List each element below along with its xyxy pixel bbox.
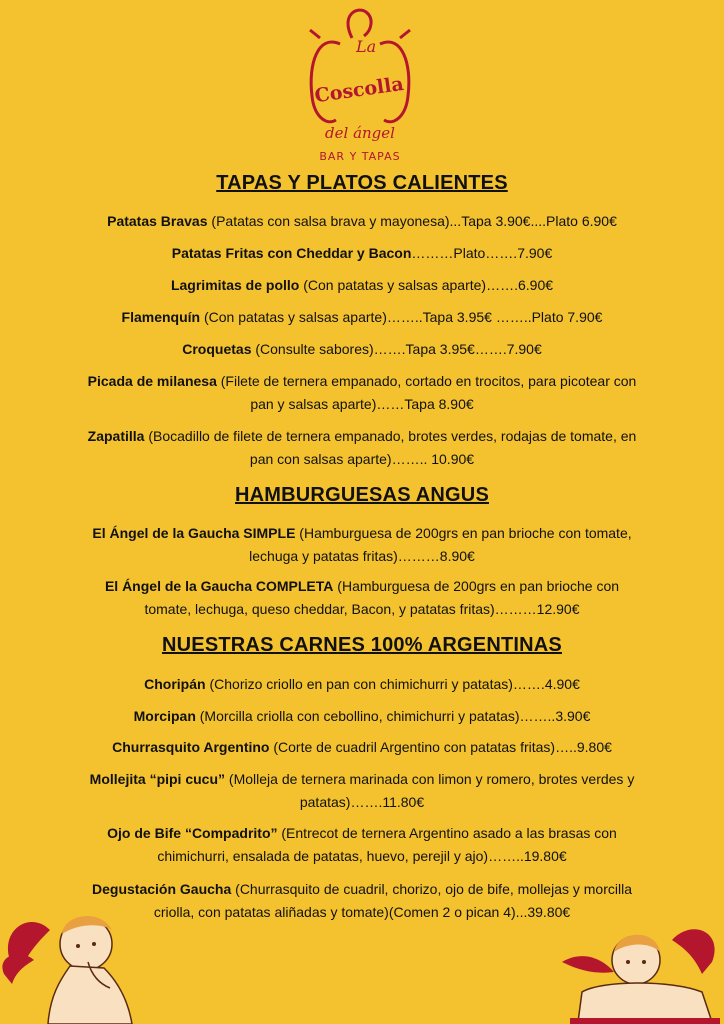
section-title-carnes: NUESTRAS CARNES 100% ARGENTINAS: [162, 634, 562, 656]
menu-item-desc: (Corte de cuadril Argentino con patatas fritas)…..9.80€: [269, 739, 612, 755]
logo-text-angel: del ángel: [325, 124, 395, 142]
menu-item-name: Picada de milanesa: [87, 373, 217, 389]
menu-item: [80, 522, 644, 568]
menu-item-desc: (Con patatas y salsas aparte)……..Tapa 3.95€ ……..Plato 7.90€: [200, 309, 603, 325]
menu-item-name: Degustación Gaucha: [92, 881, 232, 897]
menu-item-name: Churrasquito Argentino: [112, 739, 270, 755]
menu-item: [80, 242, 644, 265]
menu-item-desc: (Morcilla criolla con cebollino, chimichurri y patatas)……..3.90€: [195, 708, 591, 724]
section-title-tapas: TAPAS Y PLATOS CALIENTES: [216, 172, 508, 194]
menu-item-name: Croquetas: [182, 341, 252, 357]
menu-item-name: Morcipan: [133, 708, 196, 724]
menu-item: [80, 768, 644, 814]
menu-item-desc: (Churrasquito de cuadril, chorizo, ojo de bife, mollejas y morcilla criolla, con patatas aliñadas y tomate)(Comen 2 o pican 4)...39.80€: [153, 881, 632, 920]
logo: [300, 4, 420, 166]
menu-item: [80, 425, 644, 471]
cherub-left-illustration: [0, 900, 140, 1024]
menu-item-desc: (Bocadillo de filete de ternera empanado, brotes verdes, rodajas de tomate, en pan con salsas aparte)…….. 10.90€: [144, 428, 637, 467]
menu-item-name: Lagrimitas de pollo: [170, 277, 300, 293]
menu-item: [80, 370, 644, 416]
menu-item: [80, 822, 644, 868]
menu-item-name: Ojo de Bife “Compadrito”: [107, 825, 278, 841]
menu-item: [80, 673, 644, 696]
logo-text-name: Coscolla: [313, 72, 406, 108]
menu-item-name: El Ángel de la Gaucha COMPLETA: [104, 578, 334, 594]
menu-item-desc: (Hamburguesa de 200grs en pan brioche con tomate, lechuga, queso cheddar, Bacon, y patatas fritas)………12.90€: [144, 578, 620, 617]
menu-item-desc: (Consulte sabores)…….Tapa 3.95€…….7.90€: [251, 341, 542, 357]
menu-item-name: Flamenquín: [121, 309, 201, 325]
menu-item: [80, 878, 644, 924]
menu-item: [80, 210, 644, 233]
menu-item-desc: ………Plato…….7.90€: [411, 245, 553, 261]
menu-item-name: Patatas Fritas con Cheddar y Bacon: [171, 245, 412, 261]
section-title-hamburguesas: HAMBURGUESAS ANGUS: [235, 484, 489, 506]
menu-item-name: El Ángel de la Gaucha SIMPLE: [92, 525, 296, 541]
menu-item-desc: (Filete de ternera empanado, cortado en trocitos, para picotear con pan y salsas aparte)……Tapa 8.90€: [216, 373, 637, 412]
menu-item-desc: (Chorizo criollo en pan con chimichurri y patatas)…….4.90€: [205, 676, 580, 692]
menu-item-desc: (Hamburguesa de 200grs en pan brioche con tomate, lechuga y patatas fritas)………8.90€: [249, 525, 632, 564]
menu-item-desc: (Patatas con salsa brava y mayonesa)...Tapa 3.90€....Plato 6.90€: [207, 213, 617, 229]
logo-text-la: La: [356, 37, 377, 56]
menu-item: [80, 705, 644, 728]
menu-item: [80, 274, 644, 297]
menu-item: [80, 306, 644, 329]
menu-item: [80, 736, 644, 759]
logo-graphic: [300, 4, 420, 166]
menu-item-name: Choripán: [144, 676, 206, 692]
menu-item-desc: (Con patatas y salsas aparte)…….6.90€: [299, 277, 554, 293]
menu-item: [80, 575, 644, 621]
menu-item-name: Patatas Bravas: [107, 213, 208, 229]
cherub-right-illustration: [562, 922, 724, 1024]
menu-item-name: Zapatilla: [87, 428, 145, 444]
menu-item-desc: (Molleja de ternera marinada con limon y romero, brotes verdes y patatas)…….11.80€: [225, 771, 635, 810]
menu-item: [80, 338, 644, 361]
logo-tagline: BAR Y TAPAS: [319, 150, 401, 163]
menu-item-desc: (Entrecot de ternera Argentino asado a las brasas con chimichurri, ensalada de patatas, huevo, perejil y ajo)……..19.80€: [157, 825, 617, 864]
menu-item-name: Mollejita “pipi cucu”: [89, 771, 226, 787]
